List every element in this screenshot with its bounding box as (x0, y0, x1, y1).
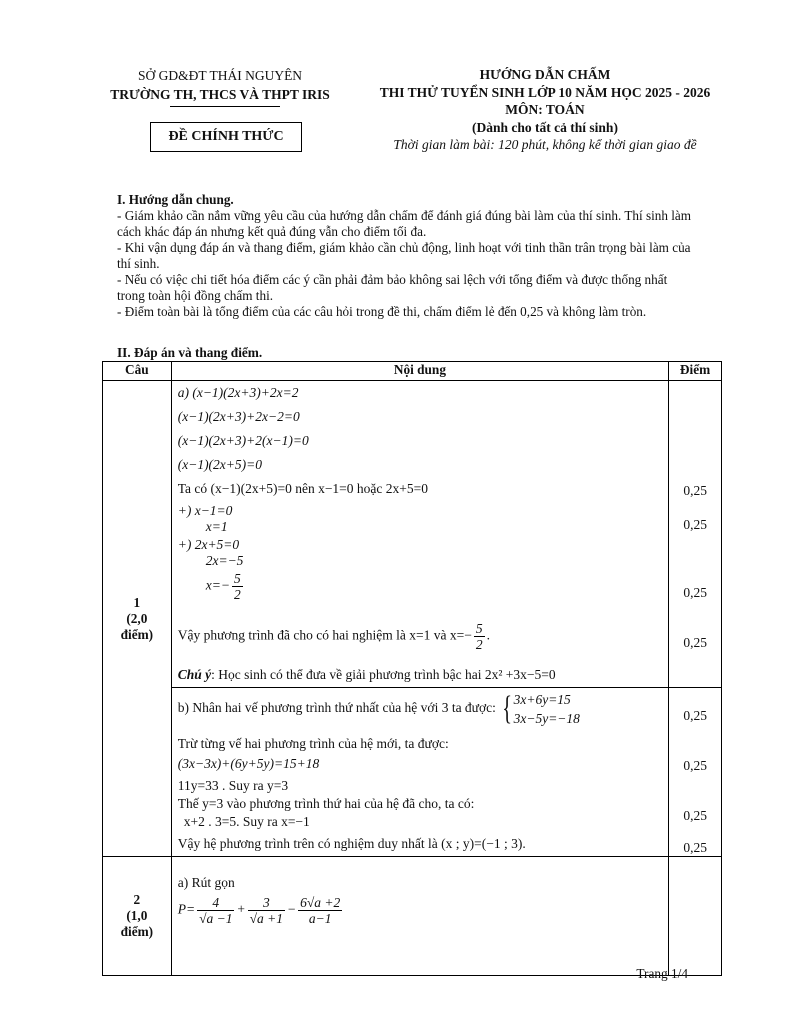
q1a-line6: +) x−1=0 (177, 503, 233, 518)
q1b-line1 (178, 690, 580, 728)
q2-score-cell (669, 857, 722, 976)
question-points-unit: điểm) (120, 626, 154, 642)
header-divider (170, 106, 280, 107)
q1a-line4: (x−1)(2x+5)=0 (177, 457, 263, 472)
question-number: 1 (133, 594, 141, 610)
q1b-line4: 11y=33 . Suy ra y=3 (177, 778, 289, 793)
q2-fraction-1 (197, 895, 234, 926)
table-row (103, 381, 722, 688)
system-brace: { (502, 690, 513, 727)
fraction-denominator: 2 (475, 637, 483, 652)
q1a-note (178, 667, 556, 683)
q1a-line11-prefix: Vậy phương trình đã cho có hai nghiệm là x=1 và x=− (177, 627, 472, 643)
question-2-cell (103, 857, 172, 976)
table-header-row (103, 362, 722, 381)
score-value: 0,25 (683, 708, 707, 723)
q1b-line7: Vậy hệ phương trình trên có nghiệm duy nhất là (x ; y)=(−1 ; 3). (177, 836, 526, 851)
question-points: (1,0 (126, 908, 148, 923)
q2-fraction-3 (298, 895, 342, 926)
q2-expression: P= $\frac{4}{√a -1}$ + $\frac{3}{√a +1}$ − $\frac{6√a +2}{a-1}$ (177, 895, 341, 926)
official-label: ĐỀ CHÍNH THỨC (150, 122, 302, 152)
q2-fraction-2 (248, 895, 285, 926)
note-label: Chú ý (177, 667, 212, 682)
table-row (103, 857, 722, 976)
fraction-denominator: √a +1 (249, 911, 284, 926)
col-question: Câu (103, 362, 172, 381)
table-row (103, 688, 722, 857)
system-eq1: 3x+6y=15 (513, 692, 571, 707)
q1a-score-cell (669, 381, 722, 688)
department-name: SỞ GD&ĐT THÁI NGUYÊN (137, 68, 303, 83)
fraction-numerator: 3 (248, 895, 285, 911)
general-p4: - Điểm toàn bài là tổng điểm của các câu hỏi trong đề thi, chấm điểm lẻ đến 0,25 và không làm tròn. (117, 304, 647, 319)
score-value: 0,25 (683, 808, 707, 823)
general-p3: - Nếu có việc chi tiết hóa điểm các ý cần phải đảm bảo không sai lệch với tổng điểm và được thống nhất trong toàn hội đồng chấm thi. (117, 272, 668, 303)
system-eq2: 3x−5y=−18 (513, 711, 580, 726)
q1a-line10 (206, 571, 245, 602)
question-number: 2 (133, 892, 141, 907)
equation-system (514, 690, 580, 728)
page-number: Trang 1/4 (636, 966, 688, 981)
audience: (Dành cho tất cả thí sinh) (472, 119, 618, 135)
q1a-line10-prefix: x=− (205, 577, 230, 593)
q2-line1: a) Rút gọn (177, 875, 235, 890)
question-1-cell (103, 381, 172, 857)
score-value: 0,25 (683, 840, 707, 855)
general-instructions (117, 192, 697, 320)
note-text: : Học sinh có thể đưa về giải phương trình bậc hai 2x² +3x−5=0 (211, 667, 556, 682)
q1b-score-cell (669, 688, 722, 857)
q1b-line6: x+2 . 3=5. Suy ra x=−1 (183, 814, 310, 829)
doc-title: HƯỚNG DẪN CHẤM (479, 67, 611, 82)
q1a-line8: +) 2x+5=0 (177, 537, 240, 552)
q1b-content (171, 688, 668, 857)
header-left (100, 66, 340, 104)
q1a-line2: (x−1)(2x+3)+2x−2=0 (177, 409, 300, 424)
q1a-line3: (x−1)(2x+3)+2(x−1)=0 (177, 433, 309, 448)
section2-title: II. Đáp án và thang điểm. (117, 345, 263, 360)
q1a-line11-fraction (474, 621, 485, 652)
fraction-denominator: 2 (233, 587, 241, 602)
exam-title: THI THỬ TUYỂN SINH LỚP 10 NĂM HỌC 2025 - 2026 (379, 84, 711, 100)
fraction-numerator: 6√a +2 (300, 895, 341, 910)
q1b-line5: Thế y=3 vào phương trình thứ hai của hệ đã cho, ta có: (177, 796, 475, 811)
q1a-line11: Vậy phương trình đã cho có hai nghiệm là x=1 và x=− $\frac{5}{2}$ . (177, 621, 490, 652)
q1a-line5: Ta có (x−1)(2x+5)=0 nên x−1=0 hoặc 2x+5=0 (177, 481, 429, 496)
q1a-line1: a) (x−1)(2x+3)+2x=2 (177, 385, 299, 400)
header-right (360, 66, 730, 154)
fraction-numerator: 5 (233, 571, 241, 586)
q1a-line10-fraction (232, 571, 243, 602)
subject: MÔN: TOÁN (505, 102, 585, 117)
fraction-denominator: √a −1 (199, 911, 233, 926)
score-value: 0,25 (683, 635, 707, 650)
general-p1: - Giám khảo cần nắm vững yêu cầu của hướng dẫn chấm để đánh giá đúng bài làm của thí sinh. Thí sinh làm cách khác đáp án nhưng kết quả đúng vẫn cho điểm tối đa. (117, 208, 692, 239)
q1b-line3: (3x−3x)+(6y+5y)=15+18 (177, 756, 320, 771)
col-score: Điểm (669, 362, 722, 381)
question-points: (2,0 (126, 610, 148, 626)
time-limit: Thời gian làm bài: 120 phút, không kể thời gian giao đề (393, 137, 697, 152)
general-title: I. Hướng dẫn chung. (117, 192, 234, 207)
general-p2: - Khi vận dụng đáp án và thang điểm, giám khảo cần chủ động, linh hoạt với tinh thần trân trọng bài làm của thí sinh. (117, 240, 691, 271)
col-content: Nội dung (171, 362, 668, 381)
score-value: 0,25 (683, 585, 707, 600)
q1b-line2: Trừ từng vế hai phương trình của hệ mới, ta được: (177, 736, 449, 751)
p-label: P= (177, 901, 196, 917)
question-points-unit: điểm) (120, 924, 154, 939)
score-value: 0,25 (683, 758, 707, 773)
q1a-line9: 2x=−5 (205, 553, 244, 568)
fraction-numerator: 4 (197, 895, 234, 911)
score-value: 0,25 (683, 483, 707, 498)
q1a-line7: x=1 (205, 519, 228, 534)
q1a-content (171, 381, 668, 688)
fraction-denominator: a−1 (308, 911, 332, 926)
q2-content (171, 857, 668, 976)
score-value: 0,25 (683, 517, 707, 532)
grading-table (102, 361, 722, 976)
school-name: TRƯỜNG TH, THCS VÀ THPT IRIS (110, 87, 330, 102)
fraction-numerator: 5 (475, 621, 483, 636)
q1b-intro: b) Nhân hai vế phương trình thứ nhất của hệ với 3 ta được: (177, 700, 496, 716)
